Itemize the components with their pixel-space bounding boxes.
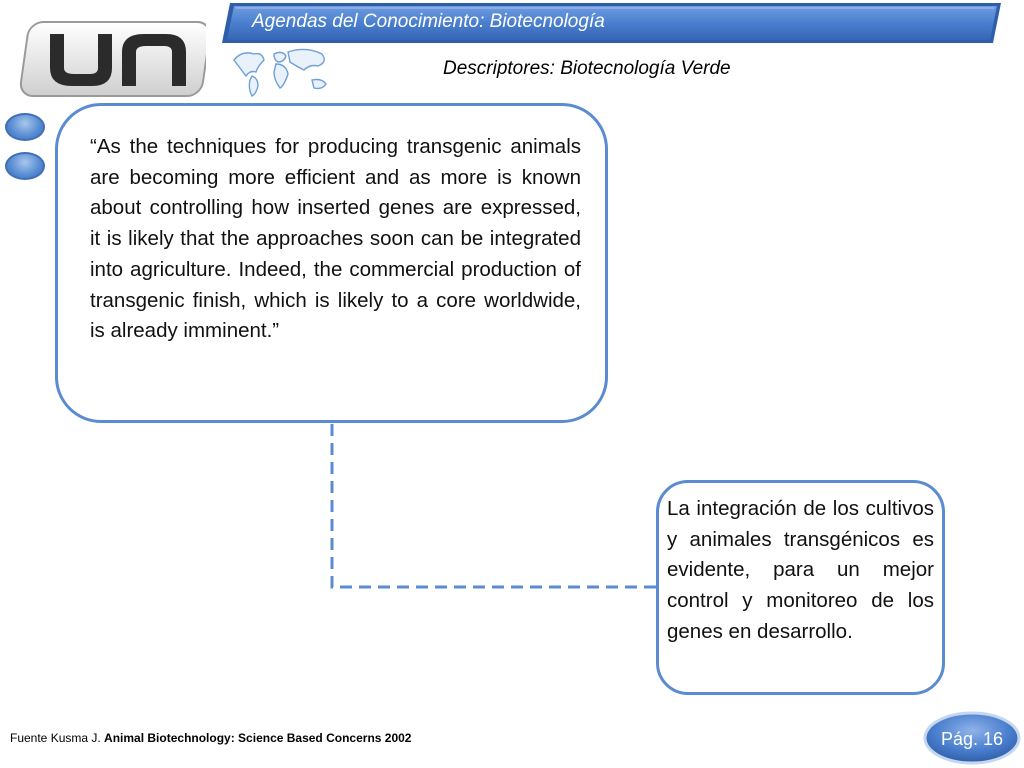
world-map-icon bbox=[228, 42, 336, 98]
page-number: Pág. 16 bbox=[940, 729, 1004, 749]
nav-bullet-2[interactable] bbox=[5, 152, 45, 180]
quote-text: “As the techniques for producing transgenic animals are becoming more efficient and as more is known about controlling how inserted genes are expressed, it is likely that the approaches soon can be integrated into agriculture. Indeed, the commercial production of transgenic finish, which is likely to a core worldwide, is already imminent.” bbox=[90, 135, 581, 343]
un-logo bbox=[16, 18, 206, 100]
slide-subtitle: Descriptores: Biotecnología Verde bbox=[443, 58, 731, 79]
conclusion-text: La integración de los cultivos y animales transgénicos es evidente, para un mejor control y monitoreo de los genes en desarrollo. bbox=[667, 497, 934, 643]
header-title: Agendas del Conocimiento: Biotecnología bbox=[252, 11, 605, 32]
source-citation bbox=[10, 731, 411, 745]
nav-bullet-1[interactable] bbox=[5, 113, 45, 141]
source-prefix: Fuente Kusma J. bbox=[10, 731, 105, 745]
source-title: Animal Biotechnology: Science Based Concerns 2002 bbox=[104, 731, 412, 745]
